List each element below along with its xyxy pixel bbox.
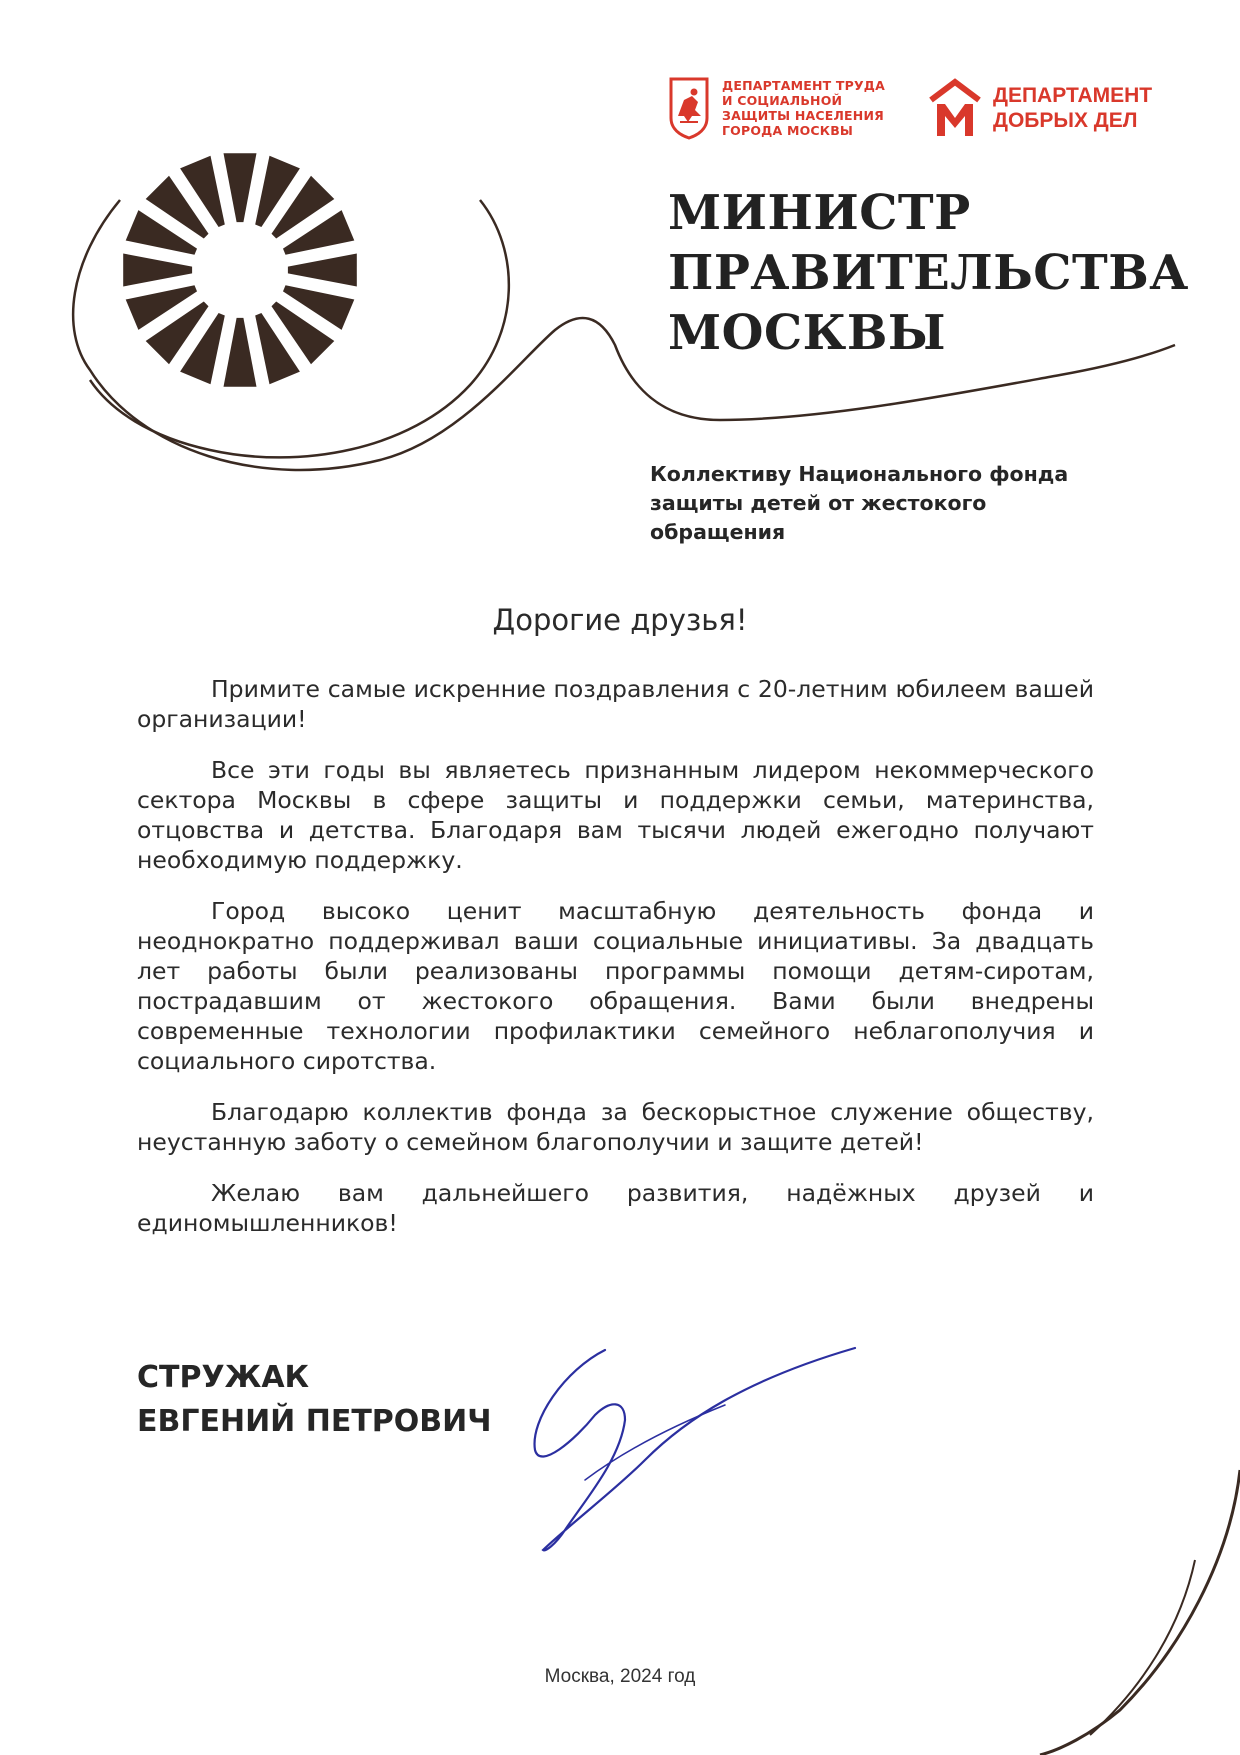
sun-emblem-icon (123, 153, 357, 387)
paragraph: Примите самые искренние поздравления с 20-летним юбилеем вашей организации! (137, 675, 1094, 733)
sun-ray (123, 254, 192, 287)
greeting: Дорогие друзья! (492, 603, 748, 637)
page-title: МИНИСТР ПРАВИТЕЛЬСТВА МОСКВЫ (668, 185, 1189, 361)
moscow-coat-of-arms-icon (668, 76, 710, 140)
dept-good-deeds-logo (927, 78, 1152, 138)
place-and-year: Москва, 2024 год (544, 1666, 696, 1687)
sun-ray (224, 318, 257, 387)
letter-body (137, 674, 1094, 1259)
sun-ray (288, 254, 357, 287)
decorative-corner-curve (1040, 1470, 1240, 1755)
dept-labour-logo (668, 76, 897, 140)
paragraph: Город высоко ценит масштабную деятельность фонда и неоднократно поддерживал ваши социальные инициативы. За двадцать лет работы были реализованы программы помощи детям-сиротам, пострадавшим от жестокого обращения. Вами были внедрены современные технологии профилактики семейного неблагополучия и социального сиротства. (137, 897, 1094, 1075)
sun-ray (224, 153, 257, 222)
paragraph: Все эти годы вы являетесь признанным лидером некоммерческого сектора Москвы в сфере защиты и поддержки семьи, материнства, отцовства и детства. Благодаря вам тысячи людей ежегодно получают необходимую поддержку. (137, 756, 1094, 874)
paragraph: Желаю вам дальнейшего развития, надёжных друзей и единомышленников! (137, 1179, 1094, 1237)
dept-good-deeds-name: ДЕПАРТАМЕНТ ДОБРЫХ ДЕЛ (993, 84, 1153, 132)
dept-labour-name: ДЕПАРТАМЕНТ ТРУДА И СОЦИАЛЬНОЙ ЗАЩИТЫ НАСЕЛЕНИЯ ГОРОДА МОСКВЫ (722, 78, 886, 138)
handwritten-signature (525, 1340, 865, 1560)
recipient-address: Коллективу Национального фонда защиты детей от жестокого обращения (650, 462, 1069, 544)
house-m-icon (927, 78, 983, 138)
decorative-corner-curve-inner (1090, 1560, 1195, 1735)
signer-name: СТРУЖАК ЕВГЕНИЙ ПЕТРОВИЧ (137, 1360, 492, 1439)
paragraph: Благодарю коллектив фонда за бескорыстное служение обществу, неустанную заботу о семейном благополучии и защите детей! (137, 1098, 1094, 1156)
